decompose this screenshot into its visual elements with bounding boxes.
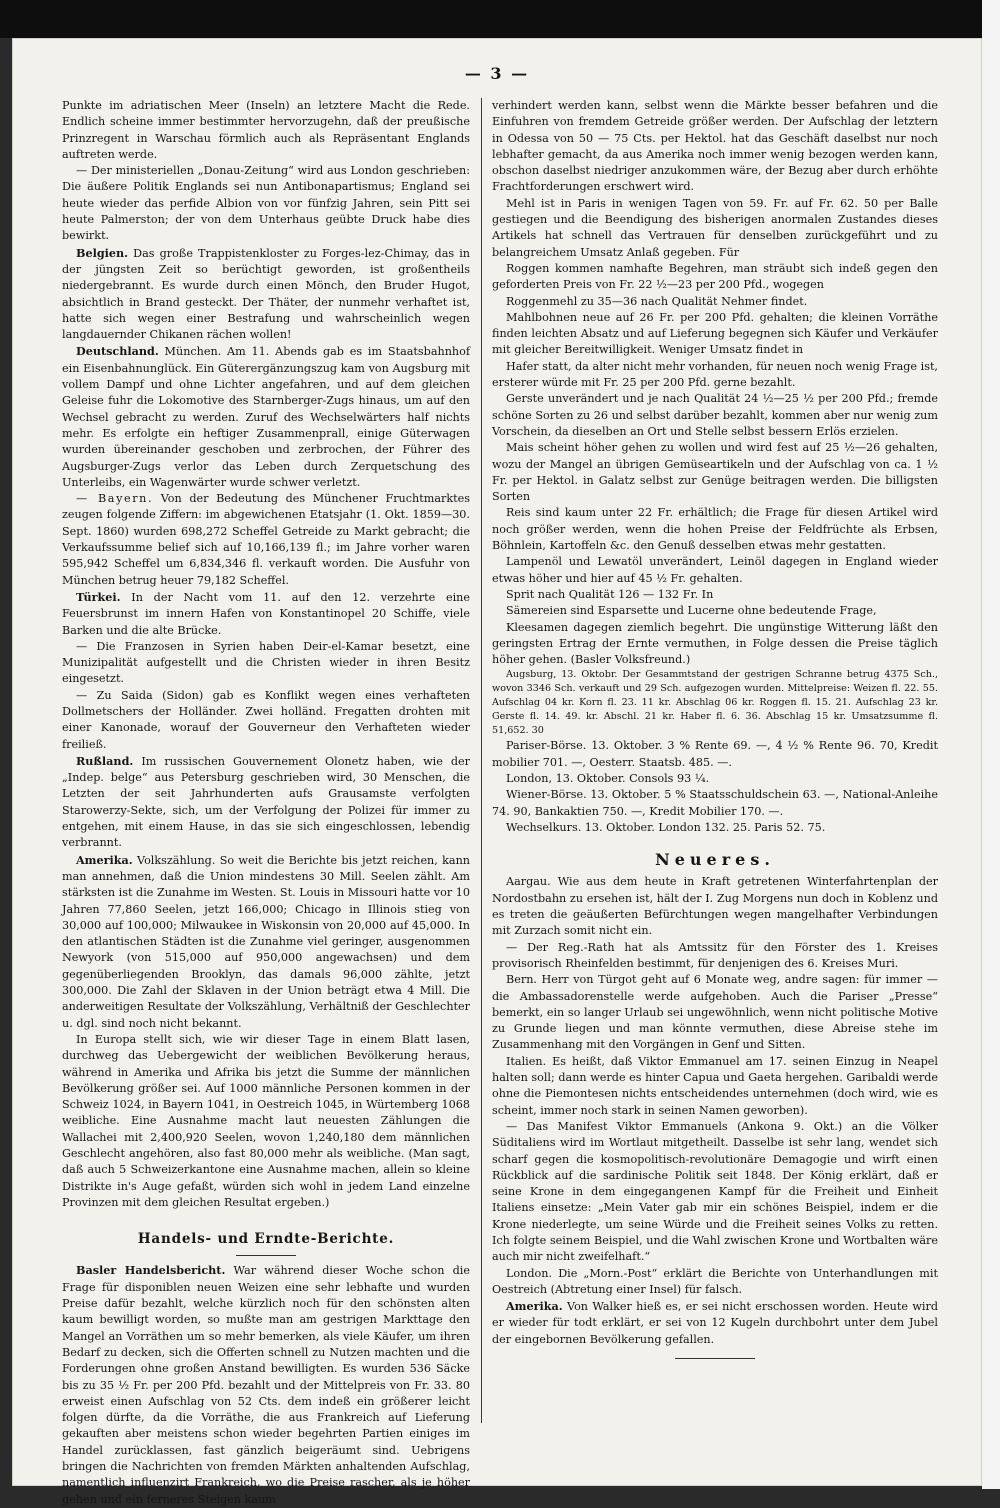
- article-tuerkei: [62, 589, 470, 639]
- article-belgien: [62, 245, 470, 344]
- article-paragraph: verhindert werden kann, selbst wenn die Märkte besser befahren und die Einfuhren von fremdem Getreide größer werden. Der Aufschlag der letztern in Odessa von 50 — 75 Cts. per Hektol. hat das Geschäft daselbst nur noch lebhafter gemacht, da aus Amerika noch immer wenig bezogen werden kann, obschon daselbst niedriger anzukommen wäre, der Bezug aber durch erhöhte Frachtforderungen erschwert wird.: [492, 99, 938, 194]
- market-london: London, 13. Oktober. Consols 93 ¼.: [506, 771, 710, 785]
- news-regrath: — Der Reg.-Rath hat als Amtssitz für den Förster des 1. Kreises provisorisch Rheinfelden bestimmt, für denjenigen des 6. Kreises Muri.: [492, 940, 938, 970]
- market-mahlbohnen: Mahlbohnen neue auf 26 Fr. per 200 Pfd. gehalten; die kleinen Vorräthe finden leichten Absatz und auf Lieferung begegnen sich Käufer und Verkäufer mit gleicher Bereitwilligkeit. Weniger Umsatz findet in: [492, 310, 938, 357]
- article-russland: [62, 753, 470, 852]
- left-column: [62, 98, 470, 1508]
- country-heading: Amerika.: [76, 852, 133, 867]
- country-heading: Rußland.: [76, 753, 134, 768]
- scan-top-border: [0, 0, 1000, 38]
- article-text: Von Walker hieß es, er sei nicht erschossen worden. Heute wird er wieder für todt erklärt, er sei von 12 Kugeln durchbohrt unter dem Jubel der eingebornen Bevölkerung gefallen.: [492, 1300, 938, 1346]
- article-text: Das große Trappistenkloster zu Forges-lez-Chimay, das in der jüngsten Zeit so berüchtigt geworden, ist großentheils niedergebrannt. Es wurde durch einen Mönch, den Bruder Hugot, absichtlich in Brand gesteckt. Der Thäter, der nunmehr verhaftet ist, hatte sich wegen einer Bestrafung und wahrscheinlich wegen langdauernder Chikanen rächen wollen!: [62, 246, 470, 342]
- market-mais: Mais scheint höher gehen zu wollen und wird fest auf 25 ½—26 gehalten, wozu der Mangel an übrigen Gemüseartikeln und der Aufschlag von ca. 1 ½ Fr. per Hektol. in Galatz selbst zur Genüge beitragen werden. Die billigsten Sorten: [492, 441, 938, 504]
- country-heading: Amerika.: [506, 1299, 563, 1314]
- article-text: Im russischen Gouvernement Olonetz haben, wie der „Indep. belge“ aus Petersburg geschrieben wird, 30 Menschen, die Letzten der seit Jahrhunderten aufs Grausamste verfolgten Starowerzy-Sekte, sich, um der Verfolgung der Polizei für immer zu entgehen, mit einem Hause, in das sie sich eingeschlossen, lebendig verbrannt.: [62, 754, 470, 850]
- market-lampenoel: Lampenöl und Lewatöl unverändert, Leinöl dagegen in England wieder etwas höher und hier auf 45 ½ Fr. gehalten.: [492, 555, 938, 585]
- right-column: [492, 98, 938, 1359]
- article-amerika: [62, 852, 470, 1032]
- market-roggen: Roggen kommen namhafte Begehren, man sträubt sich indeß gegen den geforderten Preis von Fr. 22 ½—23 per 200 Pfd., wogegen: [492, 261, 938, 292]
- article-text: München. Am 11. Abends gab es im Staatsbahnhof ein Eisenbahnunglück. Ein Güterergänzungszug kam von Augsburg mit vollem Dampf und ohne Lichter angefahren, und auf dem gleichen Geleise fuhr die Lokomotive des Starnberger-Zugs hinaus, um auf den Wechsel gebracht zu werden. Zuruf des Wechselwärters half nichts mehr. Es erfolgte ein heftiger Zusammenprall, einige Güterwagen wurden übereinander geschoben und zerbrochen, der Führer des Augsburger-Zugs verlor das Leben durch Zerquetschung des Unterleibs, ein Wagenwärter wurde schwer verletzt.: [62, 345, 470, 489]
- article-bayern: [62, 491, 470, 589]
- section-title-neueres: Neueres.: [655, 850, 775, 870]
- article-deutschland: [62, 343, 470, 491]
- section-title-handel: Handels- und Erndte-Berichte.: [137, 1231, 395, 1248]
- article-text: Von der Bedeutung des Münchener Fruchtmarktes zeugen folgende Ziffern: im abgewichenen Etatsjahr (1. Okt. 1859—30. Sept. 1860) wurden 698,272 Scheffel Getreide zu Markt gebracht; die Verkaufssumme belief sich auf 10,166,139 fl.; im Jahre vorher waren 595,942 Scheffel um 6,834,346 fl. verkauft worden. Die Ausfuhr von München betrug heuer 79,182 Scheffel.: [62, 492, 470, 587]
- market-kleesamen: [492, 620, 938, 669]
- news-italien: Italien. Es heißt, daß Viktor Emmanuel am 17. seinen Einzug in Neapel halten soll; dann werde es hinter Capua und Gaeta hergehen. Garibaldi werde ohne die Piemontesen nichts entscheidendes unternehmen (doch wird, wie es scheint, immer noch stark in seinen Namen geworben).: [492, 1054, 938, 1117]
- market-wechselkurs: Wechselkurs. 13. Oktober. London 132. 25. Paris 52. 75.: [506, 820, 826, 834]
- article-basler: [62, 1262, 470, 1507]
- article-paragraph: In Europa stellt sich, wie wir dieser Tage in einem Blatt lasen, durchweg das Uebergewicht der weiblichen Bevölkerung heraus, während in Amerika und Afrika bis jetzt die Summe der männlichen Bevölkerung größer sei. Auf 1000 männliche Personen kommen in der Schweiz 1024, in Bayern 1041, in Oestreich 1045, in Würtemberg 1068 weibliche. Eine Ausnahme macht laut neuesten Zählungen die Wallachei mit 2,400,920 Seelen, wovon 1,240,180 dem männlichen Geschlecht angehören, also fast 80,000 mehr als weibliche. (Man sagt, daß auch 5 Schweizerkantone eine Ausnahme machen, allein so kleine Distrikte in's Auge gefaßt, würden sich wohl in jedem Land einzelne Provinzen mit dem gleichen Resultat ergeben.): [62, 1032, 470, 1209]
- article-text: In der Nacht vom 11. auf den 12. verzehrte eine Feuersbrunst im innern Hafen von Konstantinopel 20 Schiffe, viele Barken und die alte Brücke.: [62, 590, 471, 637]
- market-pariser-boerse: Pariser-Börse. 13. Oktober. 3 % Rente 69. —, 4 ½ % Rente 96. 70, Kredit mobilier 701. —, Oesterr. Staatsb. 485. —.: [492, 739, 938, 769]
- market-hafer: Hafer statt, da alter nicht mehr vorhanden, für neuen noch wenig Frage ist, ersterer würde mit Fr. 25 per 200 Pfd. gerne bezahlt.: [492, 359, 938, 390]
- market-sprit: Sprit nach Qualität 126 — 132 Fr. In: [506, 587, 714, 601]
- report-heading: Basler Handelsbericht.: [76, 1263, 226, 1278]
- news-amerika: [492, 1298, 938, 1348]
- country-heading: Belgien.: [76, 245, 129, 260]
- scan-right-border: [982, 0, 1000, 1489]
- article-text: War während dieser Woche schon die Frage für disponiblen neuen Weizen eine sehr lebhafte und wurden Preise dafür bezahlt, welche kürzlich noch für den schönsten alten kaum bewilligt worden, so mußte man am gestrigen Markttage den Mangel an Vorräthen um so mehr bemerken, als viele Käufer, um ihren Bedarf zu decken, sich die Offerten schnell zu Nutzen machten und die Forderungen ohne großen Anstand bewilligten. Es wurden 536 Säcke bis zu 35 ½ Fr. per 200 Pfd. bezahlt und der Mittelpreis von Fr. 33. 80 erweist einen Aufschlag von 52 Cts. dem indeß ein größerer leicht folgen dürfte, da die Vorräthe, die aus Frankreich auf Lieferung gekauften aber meistens schon wieder begehrten Partien einiges im Handel zurücklassen, fast gänzlich beigeräumt sind. Uebrigens bringen die Nachrichten von fremden Märkten anhaltenden Aufschlag, namentlich influenzirt Frankreich, wo die Preise rascher, als je höher gehen und ein ferneres Steigen kaum: [62, 1264, 470, 1506]
- title-divider: [236, 1255, 296, 1256]
- newspaper-page: [12, 38, 982, 1506]
- news-manifest: — Das Manifest Viktor Emmanuels (Ankona 9. Okt.) an die Völker Süditaliens wird im Wortlaut mitgetheilt. Dasselbe ist sehr lang, wendet sich scharf gegen die kosmopolitisch-revolutionäre Demagogie und wirft einen Rückblick auf die sardinische Politik seit 1848. Der König erklärt, daß er seine Krone in dem eingegangenen Kampf für die Freiheit und Einheit Italiens einsetze: „Mein Vater gab mir ein schönes Beispiel, indem er die Krone niederlegte, um seine Würde und die Freiheit seines Volks zu retten. Ich folgte seinem Beispiel, und die Wahl zwischen Krone und Wortbalten wäre auch mir nicht zweifelhaft.“: [492, 1119, 938, 1264]
- country-heading: Deutschland.: [76, 344, 159, 359]
- news-aargau: Aargau. Wie aus dem heute in Kraft getretenen Winterfahrtenplan der Nordostbahn zu ersehen ist, hält der I. Zug Morgens nun doch in Koblenz und es treten die geäußerten Befürchtungen wegen mangelhafter Verbindungen mit Zurzach somit nicht ein.: [492, 875, 938, 938]
- article-paragraph: — Die Franzosen in Syrien haben Deir-el-Kamar besetzt, eine Munizipalität aufgestellt und die Christen wieder in ihren Besitz eingesetzt.: [62, 639, 470, 686]
- market-mehl: Mehl ist in Paris in wenigen Tagen von 59. Fr. auf Fr. 62. 50 per Balle gestiegen und die Beendigung des bisherigen anormalen Zustandes dieses Artikels hat schnell das Vertrauen für denselben zurückgeführt und zu belangreichem Umsatz Anlaß gegeben. Für: [492, 196, 938, 259]
- market-gerste: Gerste unverändert und je nach Qualität 24 ½—25 ½ per 200 Pfd.; fremde schöne Sorten zu 26 und selbst darüber bezahlt, kommen aber nur wenig zum Vorschein, da dieselben an Ort und Stelle selbst bessern Erlös erzielen.: [492, 392, 938, 438]
- region-heading: — Bayern.: [76, 492, 154, 506]
- market-reis: Reis sind kaum unter 22 Fr. erhältlich; die Frage für diesen Artikel wird noch größer werden, wenn die hohen Preise der Feldfrüchte als Erbsen, Böhnlein, Kartoffeln &c. den Genuß desselben etwas mehr gestatten.: [492, 506, 938, 553]
- article-paragraph: — Zu Saida (Sidon) gab es Konflikt wegen eines verhafteten Dollmetschers der Holländer. Zwei holländ. Fregatten drohten mit einer Kanonade, worauf der Gouverneur den Verhafteten wieder freiließ.: [62, 688, 470, 751]
- source-credit: (Basler Volksfreund.): [570, 653, 691, 667]
- article-text: Volkszählung. So weit die Berichte bis jetzt reichen, kann man annehmen, daß die Union mindestens 30 Mill. Seelen zählt. Am stärksten ist die Zunahme im Westen. St. Louis in Missouri hatte vor 10 Jahren 77,860 Seelen, jetzt 166,000; Chicago in Illinois stieg von 30,000 auf 100,000; Milwaukee in Wiskonsin von 20,000 auf 45,000. In den atlantischen Städten ist die Zunahme viel geringer, ausgenommen Newyork (von 515,000 auf 950,000 angewachsen) und dem gegenüberliegenden Brooklyn, das damals 96,000 zählte, jetzt 300,000. Die Zahl der Sklaven in der Union beträgt etwa 4 Mill. Die anderweitigen Resultate der Volkszählung, Verhältniß der Geschlechter u. dgl. sind noch nicht bekannt.: [62, 853, 470, 1030]
- end-divider: [675, 1358, 755, 1359]
- article-paragraph: Punkte im adriatischen Meer (Inseln) an letztere Macht die Rede. Endlich scheine immer bestimmter hervorzugehn, daß der preußische Prinzregent in Warschau förmlich auch als Repräsentant Englands auftreten werde.: [62, 99, 470, 161]
- news-bern: Bern. Herr von Türgot geht auf 6 Monate weg, andre sagen: für immer — die Ambassadorenstelle werde aufgehoben. Auch die Pariser „Presse“ bemerkt, ein so langer Urlaub sei ungewöhnlich, wenn nicht politische Motive zu Grunde liegen und man könnte vermuthen, diese Abreise stehe im Zusammenhang mit den Vorgängen in Genf und Sitten.: [492, 973, 938, 1052]
- article-text: Kleesamen dagegen ziemlich begehrt. Die ungünstige Witterung läßt den geringsten Ertrag der Ernte vermuthen, in Folge dessen die Preise täglich höher gehen.: [492, 620, 938, 667]
- news-london: London. Die „Morn.-Post“ erklärt die Berichte von Unterhandlungen mit Oestreich (Abtretung einer Insel) für falsch.: [492, 1266, 938, 1296]
- market-augsburg: Augsburg, 13. Oktobr. Der Gesammtstand der gestrigen Schranne betrug 4375 Sch., wovon 3346 Sch. verkauft und 29 Sch. aufgezogen wurden. Mittelpreise: Weizen fl. 22. 55. Aufschlag 04 kr. Korn fl. 23. 11 kr. Abschlag 06 kr. Roggen fl. 15. 21. Aufschlag 23 kr. Gerste fl. 14. 49. kr. Abschl. 21 kr. Haber fl. 6. 36. Abschlag 15 kr. Umsatzsumme fl. 51,652. 30: [492, 669, 938, 737]
- country-heading: Türkei.: [76, 589, 121, 604]
- market-roggenmehl: Roggenmehl zu 35—36 nach Qualität Nehmer findet.: [506, 294, 808, 308]
- page-number: — 3 —: [464, 64, 530, 83]
- column-divider: [481, 98, 482, 1423]
- article-paragraph: — Der ministeriellen „Donau-Zeitung“ wird aus London geschrieben: Die äußere Politik Englands sei nun Antibonapartismus; England sei heute wieder das perfide Albion von vor fünfzig Jahren, sein Pitt sei heute Palmerston; der von dem Unterhaus geübte Druck habe dies bewirkt.: [62, 164, 470, 243]
- market-saemereien: Sämereien sind Esparsette und Lucerne ohne bedeutende Frage,: [506, 604, 877, 618]
- market-wiener-boerse: Wiener-Börse. 13. Oktober. 5 % Staatsschuldschein 63. —, National-Anleihe 74. 90, Bankaktien 750. —, Kredit Mobilier 170. —.: [492, 788, 938, 818]
